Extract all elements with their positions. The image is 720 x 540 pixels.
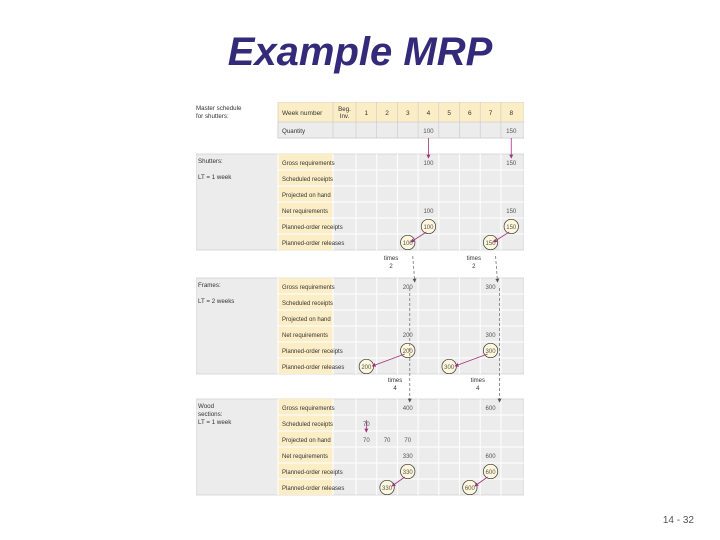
master-schedule-label: for shutters: bbox=[196, 113, 229, 120]
times-value: 4 bbox=[393, 386, 397, 392]
section-name: sections: bbox=[198, 411, 223, 418]
cell-value: 600 bbox=[485, 470, 496, 476]
cell-value: 200 bbox=[402, 333, 413, 339]
times-label: times bbox=[466, 256, 482, 262]
cell-value: 330 bbox=[402, 454, 413, 460]
cell-value: 600 bbox=[485, 406, 496, 412]
page-title: Example MRP bbox=[227, 30, 493, 74]
cell-value: 200 bbox=[361, 365, 372, 371]
section-name: LT = 1 week bbox=[198, 419, 232, 426]
cell-value: 100 bbox=[423, 225, 434, 231]
week-number-3: 3 bbox=[405, 110, 410, 117]
times-value: 2 bbox=[472, 264, 476, 270]
times-label: times bbox=[470, 378, 486, 384]
cell-value: 70 bbox=[404, 438, 412, 444]
mrp-table-figure bbox=[196, 102, 524, 500]
row-label: Projected on hand bbox=[282, 193, 331, 199]
row-label: Projected on hand bbox=[282, 438, 331, 444]
cell-value: 150 bbox=[506, 161, 517, 167]
week-number-7: 7 bbox=[488, 110, 493, 117]
beg-inv-label: Beg. bbox=[338, 106, 351, 113]
week-number-1: 1 bbox=[364, 110, 369, 117]
quantity-label: Quantity bbox=[282, 128, 306, 135]
master-schedule-label: Master schedule bbox=[196, 105, 242, 112]
cell-value: 400 bbox=[402, 406, 413, 412]
times-value: 2 bbox=[389, 264, 393, 270]
quantity-value: 100 bbox=[423, 128, 434, 135]
cell-value: 150 bbox=[485, 241, 496, 247]
cell-value: 300 bbox=[485, 285, 496, 291]
cell-value: 330 bbox=[382, 486, 393, 492]
section-name: Wood bbox=[198, 403, 215, 410]
row-label: Gross requirements bbox=[282, 406, 335, 412]
cell-value: 200 bbox=[402, 285, 413, 291]
week-number-2: 2 bbox=[385, 110, 389, 117]
section-name: LT = 2 weeks bbox=[198, 298, 235, 305]
row-label: Planned-order releases bbox=[282, 486, 345, 492]
week-number-5: 5 bbox=[447, 110, 451, 117]
cell-value: 70 bbox=[363, 438, 370, 444]
cell-value: 100 bbox=[402, 241, 413, 247]
cell-value: 300 bbox=[444, 365, 455, 371]
cell-value: 300 bbox=[485, 333, 496, 339]
row-label: Scheduled receipts bbox=[282, 177, 334, 183]
row-label: Planned-order receipts bbox=[282, 470, 343, 476]
week-number-6: 6 bbox=[468, 110, 472, 117]
row-label: Projected on hand bbox=[282, 317, 331, 323]
beg-inv-label: Inv. bbox=[339, 113, 350, 120]
cell-value: 70 bbox=[363, 422, 370, 428]
week-number-4: 4 bbox=[426, 110, 431, 117]
cell-value: 70 bbox=[383, 438, 391, 444]
row-label: Planned-order releases bbox=[282, 365, 345, 371]
row-label: Net requirements bbox=[282, 209, 329, 215]
section-name: Frames: bbox=[198, 282, 221, 289]
section-name: Shutters: bbox=[198, 158, 223, 165]
row-label: Gross requirements bbox=[282, 285, 335, 291]
cell-value: 200 bbox=[402, 349, 413, 355]
row-label: Scheduled receipts bbox=[282, 301, 334, 307]
row-label: Gross requirements bbox=[282, 161, 335, 167]
row-label: Planned-order receipts bbox=[282, 225, 343, 231]
cell-value: 600 bbox=[464, 486, 475, 492]
cell-value: 100 bbox=[423, 209, 434, 215]
cell-value: 150 bbox=[506, 225, 517, 231]
row-label: Net requirements bbox=[282, 454, 329, 460]
cell-value: 100 bbox=[423, 161, 434, 167]
times-label: times bbox=[387, 378, 403, 384]
week-number-label: Week number bbox=[282, 110, 323, 117]
cell-value: 150 bbox=[506, 209, 517, 215]
quantity-row-bg bbox=[278, 122, 524, 138]
row-label: Scheduled receipts bbox=[282, 422, 334, 428]
mrp-tables-svg bbox=[196, 102, 524, 500]
cell-value: 300 bbox=[485, 349, 496, 355]
cell-value: 600 bbox=[485, 454, 496, 460]
slide-number: 14 - 32 bbox=[662, 515, 694, 526]
row-label: Planned-order releases bbox=[282, 241, 345, 247]
cell-value: 330 bbox=[402, 470, 413, 476]
row-label: Planned-order receipts bbox=[282, 349, 343, 355]
quantity-value: 150 bbox=[506, 128, 517, 135]
row-label: Net requirements bbox=[282, 333, 329, 339]
section-name: LT = 1 week bbox=[198, 174, 232, 181]
week-number-8: 8 bbox=[509, 110, 514, 117]
times-value: 4 bbox=[476, 386, 480, 392]
times-label: times bbox=[383, 256, 399, 262]
